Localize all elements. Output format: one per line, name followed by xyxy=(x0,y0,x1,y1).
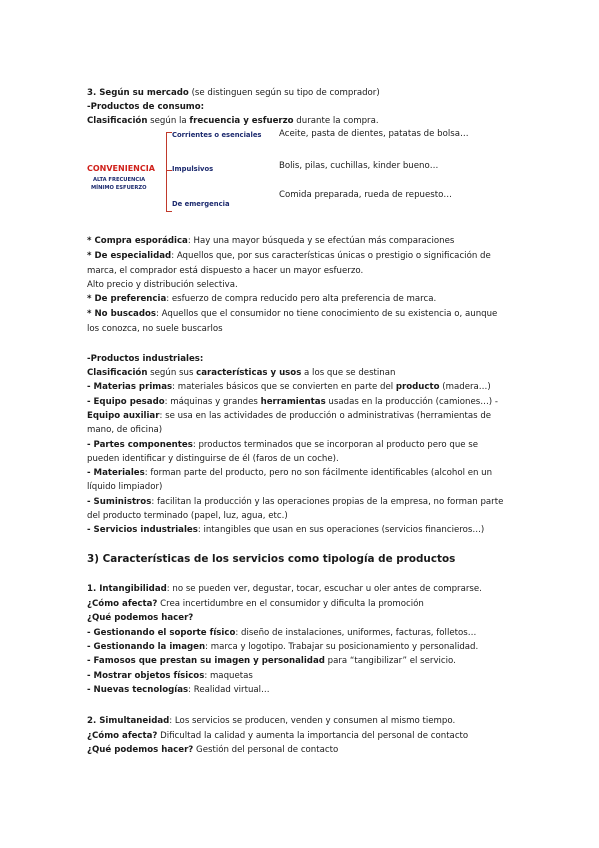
hacer2-bold: ¿Qué podemos hacer? xyxy=(87,745,194,755)
line-tail: (madera…) xyxy=(439,382,491,392)
line-term: - Materias primas xyxy=(87,382,173,392)
item-term: - Gestionando el soporte físico xyxy=(87,628,236,638)
bullet-term: * Compra esporádica xyxy=(87,236,188,246)
clasif-end: durante la compra. xyxy=(293,116,379,126)
simult-bold: 2. Simultaneidad xyxy=(87,716,170,726)
line-text: : intangibles que usan en sus operaciones (servicios financieros…) xyxy=(197,525,485,535)
item-text: : Realidad virtual… xyxy=(188,685,270,695)
bullet-text: Alto precio y distribución selectiva. xyxy=(87,280,238,290)
industrial-line xyxy=(87,440,478,451)
bullet-term: * No buscados xyxy=(87,309,157,319)
item-term: - Nuevas tecnologías xyxy=(87,685,189,695)
industrial-line xyxy=(87,454,339,465)
afecta-bold: ¿Cómo afecta? xyxy=(87,599,158,609)
branch-emergencia: De emergencia xyxy=(172,200,230,208)
industriales-label: -Productos industriales: xyxy=(87,354,204,364)
bullet-term: * De especialidad xyxy=(87,251,172,261)
item-term: - Mostrar objetos físicos xyxy=(87,671,205,681)
servicios-heading: 3) Características de los servicios como tipología de productos xyxy=(87,553,456,565)
convenience-diagram xyxy=(85,128,505,214)
servicio-item xyxy=(87,656,456,667)
bullet-line xyxy=(87,251,491,262)
clasif-bold2: características y usos xyxy=(196,368,302,378)
bullet-text: : esfuerzo de compra reducido pero alta preferencia de marca. xyxy=(166,294,437,304)
industriales-heading xyxy=(87,354,203,365)
bullet-line xyxy=(87,280,238,291)
bullet-line xyxy=(87,294,436,305)
afecta-text: Crea incertidumbre en el consumidor y dificulta la promoción xyxy=(157,599,424,609)
intang-bold: 1. Intangibilidad xyxy=(87,584,167,594)
item-term: - Famosos que prestan su imagen y personalidad xyxy=(87,656,325,666)
line-text: : facilitan la producción y las operaciones propias de la empresa, no forman parte xyxy=(151,497,504,507)
example-corrientes: Aceite, pasta de dientes, patatas de bolsa… xyxy=(279,129,469,139)
line-text: : máquinas y grandes xyxy=(164,397,261,407)
consumo-heading xyxy=(87,102,204,113)
clasif-mid: según sus xyxy=(147,368,197,378)
line-tail: usadas en la producción (camiones…) - xyxy=(325,397,498,407)
clasif-end: a los que se destinan xyxy=(301,368,396,378)
line-text: : materiales básicos que se convierten en parte del xyxy=(172,382,396,392)
hacer-line xyxy=(87,613,193,624)
item-text: : marca y logotipo. Trabajar su posicionamiento y personalidad. xyxy=(205,642,479,652)
example-impulsivos: Bolis, pilas, cuchillas, kinder bueno… xyxy=(279,161,439,171)
diagram-tick-3 xyxy=(166,211,172,212)
diagram-sub-1: ALTA FRECUENCIA xyxy=(93,177,146,183)
bullet-line xyxy=(87,309,497,320)
section-title xyxy=(87,88,380,99)
industrial-line xyxy=(87,468,492,479)
industrial-line xyxy=(87,525,484,536)
bullet-text: : Aquellos que, por sus características únicas o prestigio o significación de xyxy=(171,251,491,261)
item-term: - Gestionando la imagen xyxy=(87,642,206,652)
bullet-line xyxy=(87,236,454,247)
industrial-line xyxy=(87,397,498,408)
diagram-main-label: CONVENIENCIA xyxy=(87,164,155,173)
line-text: mano, de oficina) xyxy=(87,425,163,435)
item-text: : maquetas xyxy=(204,671,253,681)
industrial-line xyxy=(87,411,491,422)
branch-corrientes: Corrientes o esenciales xyxy=(172,131,262,139)
line-term: - Equipo pesado xyxy=(87,397,165,407)
line-term: - Servicios industriales xyxy=(87,525,198,535)
bullet-text: : Aquellos que el consumidor no tiene conocimiento de su existencia o, aunque xyxy=(156,309,498,319)
section-title-bold: 3. Según su mercado xyxy=(87,88,189,98)
branch-impulsivos: Impulsivos xyxy=(172,165,214,173)
bullet-term: * De preferencia xyxy=(87,294,167,304)
line-term: - Partes componentes xyxy=(87,440,193,450)
afecta2-line xyxy=(87,731,468,742)
line-text: del producto terminado (papel, luz, agua, etc.) xyxy=(87,511,288,521)
bullet-line xyxy=(87,324,223,335)
example-emergencia: Comida preparada, rueda de repuesto… xyxy=(279,190,452,200)
industrial-line xyxy=(87,482,162,493)
simultaneidad-line xyxy=(87,716,455,727)
intangibilidad-line xyxy=(87,584,482,595)
afecta2-text: Dificultad la calidad y aumenta la importancia del personal de contacto xyxy=(157,731,469,741)
intang-text: : no se pueden ver, degustar, tocar, escuchar u oler antes de comprarse. xyxy=(166,584,482,594)
consumo-label: -Productos de consumo: xyxy=(87,102,205,112)
afecta-line xyxy=(87,599,424,610)
afecta2-bold: ¿Cómo afecta? xyxy=(87,731,158,741)
line-text: líquido limpiador) xyxy=(87,482,163,492)
hacer-bold: ¿Qué podemos hacer? xyxy=(87,613,194,623)
industrial-line xyxy=(87,511,288,522)
line-text: : forman parte del producto, pero no son fácilmente identificables (alcohol en un xyxy=(144,468,493,478)
industrial-line xyxy=(87,425,162,436)
section-title-rest: (se distinguen según su tipo de comprador) xyxy=(188,88,380,98)
diagram-bracket xyxy=(166,132,167,212)
bullet-text: los conozca, no suele buscarlos xyxy=(87,324,223,334)
line-term: - Suministros xyxy=(87,497,152,507)
bullet-text: : Hay una mayor búsqueda y se efectúan más comparaciones xyxy=(187,236,455,246)
industrial-line xyxy=(87,497,503,508)
bullet-line xyxy=(87,266,363,277)
line-bold2: producto xyxy=(395,382,440,392)
line-text: : productos terminados que se incorporan al producto pero que se xyxy=(192,440,479,450)
clasificacion-line xyxy=(87,116,379,127)
diagram-sub-2: MÍNIMO ESFUERZO xyxy=(91,185,147,191)
clasif-bold2: frecuencia y esfuerzo xyxy=(189,116,294,126)
simult-text: : Los servicios se producen, venden y consumen al mismo tiempo. xyxy=(169,716,456,726)
servicio-item xyxy=(87,628,476,639)
industriales-clasif xyxy=(87,368,395,379)
servicio-item xyxy=(87,685,270,696)
line-term: - Materiales xyxy=(87,468,145,478)
item-text: para “tangibilizar” el servicio. xyxy=(324,656,456,666)
clasif-mid: según la xyxy=(147,116,190,126)
line-bold2: herramientas xyxy=(260,397,326,407)
line-term: Equipo auxiliar xyxy=(87,411,160,421)
industrial-line xyxy=(87,382,491,393)
bullet-text: marca, el comprador está dispuesto a hacer un mayor esfuerzo. xyxy=(87,266,364,276)
clasif-bold: Clasificación xyxy=(87,368,148,378)
servicio-item xyxy=(87,642,478,653)
servicio-item xyxy=(87,671,253,682)
item-text: : diseño de instalaciones, uniformes, facturas, folletos… xyxy=(235,628,477,638)
clasif-bold: Clasificación xyxy=(87,116,148,126)
line-text: : se usa en las actividades de producción o administrativas (herramientas de xyxy=(159,411,492,421)
hacer2-text: Gestión del personal de contacto xyxy=(193,745,339,755)
line-text: pueden identificar y distinguirse de él (faros de un coche). xyxy=(87,454,339,464)
hacer2-line xyxy=(87,745,338,756)
